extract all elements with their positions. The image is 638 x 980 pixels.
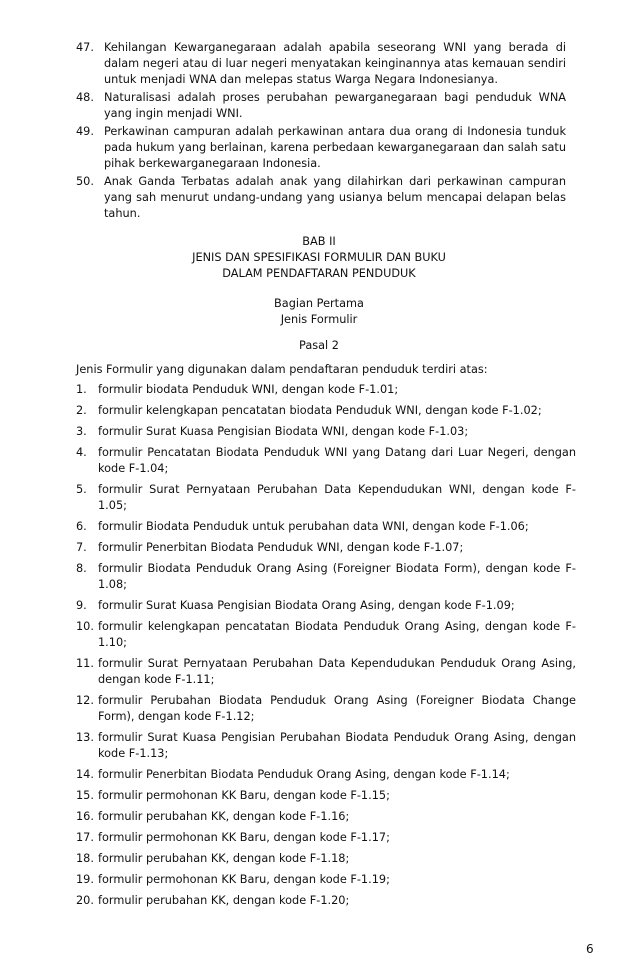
definition-text: Kehilangan Kewarganegaraan adalah apabila seseorang WNI yang berada di dalam negeri atau di luar negeri menyatakan keinginannya atas kemauan sendiri untuk menjadi WNA dan melepas status Warga Negara Indonesianya. xyxy=(104,41,566,86)
item-number: 9. xyxy=(76,599,87,612)
item-text: formulir permohonan KK Baru, dengan kode F-1.15; xyxy=(98,789,390,802)
item-number: 5. xyxy=(76,483,87,496)
list-item xyxy=(76,561,576,593)
item-number: 10. xyxy=(76,620,94,633)
list-item xyxy=(76,872,576,888)
definitions-list xyxy=(76,40,566,224)
chapter-title-line1: JENIS DAN SPESIFIKASI FORMULIR DAN BUKU xyxy=(192,251,446,264)
definition-text: Naturalisasi adalah proses perubahan pewarganegaraan bagi penduduk WNA yang ingin menjadi WNI. xyxy=(104,91,566,120)
definition-number: 48. xyxy=(76,91,94,104)
item-text: formulir Pencatatan Biodata Penduduk WNI yang Datang dari Luar Negeri, dengan kode F-1.04; xyxy=(98,446,576,475)
article-heading: Pasal 2 xyxy=(299,339,339,352)
item-number: 1. xyxy=(76,383,87,396)
definition-item xyxy=(76,124,566,172)
definition-text: Perkawinan campuran adalah perkawinan antara dua orang di Indonesia tunduk pada hukum yang berlainan, karena perbedaan kewarganegaraan dan salah satu pihak berkewarganegaraan Indonesia. xyxy=(104,125,566,170)
item-number: 7. xyxy=(76,541,87,554)
item-text: formulir permohonan KK Baru, dengan kode F-1.17; xyxy=(98,831,390,844)
item-text: formulir Surat Kuasa Pengisian Biodata Orang Asing, dengan kode F-1.09; xyxy=(98,599,515,612)
definition-number: 47. xyxy=(76,41,94,54)
item-number: 14. xyxy=(76,768,94,781)
item-text: formulir perubahan KK, dengan kode F-1.20; xyxy=(98,894,350,907)
item-text: formulir Surat Pernyataan Perubahan Data Kependudukan Penduduk Orang Asing, dengan kode F-1.11; xyxy=(98,657,576,686)
part-title: Jenis Formulir xyxy=(280,313,358,326)
item-number: 16. xyxy=(76,810,94,823)
list-item xyxy=(76,619,576,651)
item-number: 19. xyxy=(76,873,94,886)
item-number: 15. xyxy=(76,789,94,802)
item-number: 20. xyxy=(76,894,94,907)
item-number: 18. xyxy=(76,852,94,865)
item-number: 8. xyxy=(76,562,87,575)
item-text: formulir Surat Pernyataan Perubahan Data Kependudukan WNI, dengan kode F-1.05; xyxy=(98,483,576,512)
definition-text: Anak Ganda Terbatas adalah anak yang dilahirkan dari perkawinan campuran yang sah menurut undang-undang yang usianya belum mencapai delapan belas tahun. xyxy=(104,175,566,220)
item-number: 17. xyxy=(76,831,94,844)
chapter-number: BAB II xyxy=(302,235,336,248)
definition-item xyxy=(76,90,566,122)
list-item xyxy=(76,893,576,909)
list-item xyxy=(76,830,576,846)
list-item xyxy=(76,598,576,614)
item-text: formulir Biodata Penduduk untuk perubahan data WNI, dengan kode F-1.06; xyxy=(98,520,529,533)
page-number: 6 xyxy=(586,942,594,956)
definition-number: 50. xyxy=(76,175,94,188)
item-number: 11. xyxy=(76,657,94,670)
list-item xyxy=(76,767,576,783)
item-number: 6. xyxy=(76,520,87,533)
list-item xyxy=(76,809,576,825)
list-item xyxy=(76,482,576,514)
item-number: 3. xyxy=(76,425,87,438)
list-item xyxy=(76,382,576,398)
definition-item xyxy=(76,40,566,88)
item-number: 13. xyxy=(76,731,94,744)
item-text: formulir permohonan KK Baru, dengan kode F-1.19; xyxy=(98,873,390,886)
list-item xyxy=(76,424,576,440)
list-item xyxy=(76,445,576,477)
list-item xyxy=(76,693,576,725)
item-text: formulir kelengkapan pencatatan biodata Penduduk WNI, dengan kode F-1.02; xyxy=(98,404,542,417)
part-heading: Bagian Pertama xyxy=(274,297,364,310)
item-text: formulir perubahan KK, dengan kode F-1.16; xyxy=(98,810,350,823)
definition-number: 49. xyxy=(76,125,94,138)
item-text: formulir Surat Kuasa Pengisian Perubahan Biodata Penduduk Orang Asing, dengan kode F-1.13; xyxy=(98,731,576,760)
list-item xyxy=(76,519,576,535)
item-number: 12. xyxy=(76,694,94,707)
list-item xyxy=(76,540,576,556)
list-item xyxy=(76,403,576,419)
intro-text: Jenis Formulir yang digunakan dalam pendaftaran penduduk terdiri atas: xyxy=(76,363,488,376)
item-text: formulir Penerbitan Biodata Penduduk Orang Asing, dengan kode F-1.14; xyxy=(98,768,510,781)
chapter-title-line2: DALAM PENDAFTARAN PENDUDUK xyxy=(222,267,416,280)
item-text: formulir Biodata Penduduk Orang Asing (Foreigner Biodata Form), dengan kode F-1.08; xyxy=(98,562,576,591)
item-text: formulir Perubahan Biodata Penduduk Orang Asing (Foreigner Biodata Change Form), dengan kode F-1.12; xyxy=(98,694,576,723)
list-item xyxy=(76,788,576,804)
item-text: formulir biodata Penduduk WNI, dengan kode F-1.01; xyxy=(98,383,399,396)
item-text: formulir perubahan KK, dengan kode F-1.18; xyxy=(98,852,350,865)
list-item xyxy=(76,730,576,762)
item-number: 2. xyxy=(76,404,87,417)
list-item xyxy=(76,851,576,867)
item-text: formulir Penerbitan Biodata Penduduk WNI, dengan kode F-1.07; xyxy=(98,541,464,554)
list-item xyxy=(76,656,576,688)
definition-item xyxy=(76,174,566,222)
item-text: formulir kelengkapan pencatatan Biodata Penduduk Orang Asing, dengan kode F-1.10; xyxy=(98,620,576,649)
item-text: formulir Surat Kuasa Pengisian Biodata WNI, dengan kode F-1.03; xyxy=(98,425,469,438)
forms-list xyxy=(76,382,576,914)
item-number: 4. xyxy=(76,446,87,459)
